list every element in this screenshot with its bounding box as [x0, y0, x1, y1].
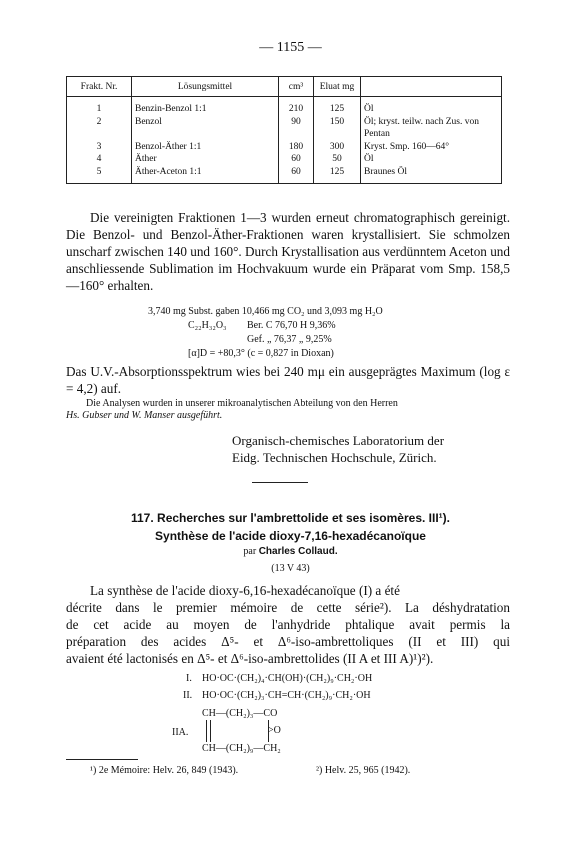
table-cell: Benzol-Äther 1:1: [132, 141, 279, 154]
table-cell: 60: [279, 153, 314, 166]
section-divider: [252, 482, 308, 483]
table-cell: 125: [314, 166, 361, 184]
paragraph-intro-line: La synthèse de l'acide dioxy-6,16-hexadécanoïque (I) a été: [90, 583, 400, 598]
table-cell: Äther: [132, 153, 279, 166]
table-row: [67, 116, 502, 141]
author-name: Charles Collaud.: [258, 546, 338, 557]
table-row: [67, 141, 502, 154]
table-cell: Benzol: [132, 116, 279, 141]
page-number: — 1155 —: [259, 40, 322, 55]
table-cell: 5: [67, 166, 132, 184]
table-header: Frakt. Nr.: [67, 77, 132, 97]
analyst-note-line: Die Analysen wurden in unserer mikroanalytischen Abteilung von den Herren: [86, 398, 398, 409]
table-cell: 4: [67, 153, 132, 166]
footnote-divider: [66, 759, 138, 760]
optical-rotation: [α]D = +80,3° (c = 0,827 in Dioxan): [188, 348, 334, 359]
table-cell: 2: [67, 116, 132, 141]
paragraph-intro-line: décrite dans le premier mémoire de cette série²). La déshydratation: [66, 600, 510, 615]
article-author: [0, 546, 581, 557]
formula-IIA-top: CH—(CH₂)₃—CO: [202, 708, 278, 719]
table-cell: 3: [67, 141, 132, 154]
fraction-table: [66, 76, 502, 184]
lab-affiliation-line: Organisch-chemisches Laboratorium der: [232, 433, 445, 448]
footnote: ²) Helv. 25, 965 (1942).: [316, 765, 411, 776]
formula-label: II.: [183, 690, 193, 701]
article-subtitle: Synthèse de l'acide dioxy-7,16-hexadécanoïque: [155, 529, 426, 543]
table-row: [67, 153, 502, 166]
formula-label: IIA.: [172, 727, 189, 738]
table-cell: 1: [67, 97, 132, 116]
table-cell: Braunes Öl: [361, 166, 502, 184]
formula-IIA-bottom: CH—(CH₂)₉—CH₂: [202, 743, 281, 754]
analyst-note-line: Hs. Gubser und W. Manser ausgeführt.: [66, 410, 223, 421]
table-header: Lösungsmittel: [132, 77, 279, 97]
table-header-row: [67, 77, 502, 97]
table-row: [67, 97, 502, 116]
table-cell: 50: [314, 153, 361, 166]
table-header: cm³: [279, 77, 314, 97]
lab-affiliation-line: Eidg. Technischen Hochschule, Zürich.: [232, 450, 437, 465]
analysis-line: 3,740 mg Subst. gaben 10,466 mg CO₂ und 3,093 mg H₂O: [148, 306, 383, 317]
table-cell: Kryst. Smp. 160—64°: [361, 141, 502, 154]
table-cell: Öl; kryst. teilw. nach Zus. von Pentan: [361, 116, 502, 141]
table-cell: Benzin-Benzol 1:1: [132, 97, 279, 116]
table-cell: Öl: [361, 153, 502, 166]
table-cell: 90: [279, 116, 314, 141]
table-cell: 300: [314, 141, 361, 154]
formula-label: I.: [186, 673, 192, 684]
paragraph-uv: Das U.V.-Absorptionsspektrum wies bei 240 mμ ein ausgeprägtes Maximum (log ε = 4,2) auf.: [66, 364, 510, 396]
table-cell: 150: [314, 116, 361, 141]
table-cell: 210: [279, 97, 314, 116]
table-cell: 60: [279, 166, 314, 184]
paragraph-intro-line: avaient été lactonisés en Δ⁵- et Δ⁶-iso-ambrettolides (II A et III A)¹)²).: [66, 651, 434, 666]
formula-IIA-oxygen: >O: [268, 725, 281, 736]
molecular-formula: C₂₂H₃₂O₃: [188, 320, 227, 331]
table-cell: 180: [279, 141, 314, 154]
table-cell: Öl: [361, 97, 502, 116]
double-bond: [206, 720, 211, 742]
table-cell: Äther-Aceton 1:1: [132, 166, 279, 184]
article-title: 117. Recherches sur l'ambrettolide et ses isomères. III¹).: [131, 511, 450, 525]
found-values: Gef. „ 76,37 „ 9,25%: [247, 334, 332, 345]
calculated-values: Ber. C 76,70 H 9,36%: [247, 320, 336, 331]
table-header: Eluat mg: [314, 77, 361, 97]
author-prefix: par: [243, 546, 257, 557]
paragraph-intro-line: de cet acide au moyen de l'anhydride phtalique avait permis la: [66, 617, 510, 632]
paragraph-intro-line: préparation des acides Δ⁵- et Δ⁶-iso-ambrettoliques (II et III) qui: [66, 634, 510, 649]
paragraph-purification: Die vereinigten Fraktionen 1—3 wurden erneut chromatographisch gereinigt. Die Benzol- und Benzol-Äther-Fraktionen waren krystallisiert. Sie schmolzen unscharf zwischen 140 und 160°. Durch Krystallisation aus verdünntem Aceton und anschliessende Sublimation im Hochvakuum wurde ein Präparat vom Smp. 158,5—160° erhalten.: [66, 210, 510, 293]
article-date: (13 V 43): [271, 563, 310, 574]
formula-II: HO·OC·(CH₂)₃·CH=CH·(CH₂)₉·CH₂·OH: [202, 690, 371, 701]
formula-I: HO·OC·(CH₂)₄·CH(OH)·(CH₂)₉·CH₂·OH: [202, 673, 373, 684]
table-row: [67, 166, 502, 184]
table-header: [361, 77, 502, 97]
footnote: ¹) 2e Mémoire: Helv. 26, 849 (1943).: [90, 765, 239, 776]
table-cell: 125: [314, 97, 361, 116]
